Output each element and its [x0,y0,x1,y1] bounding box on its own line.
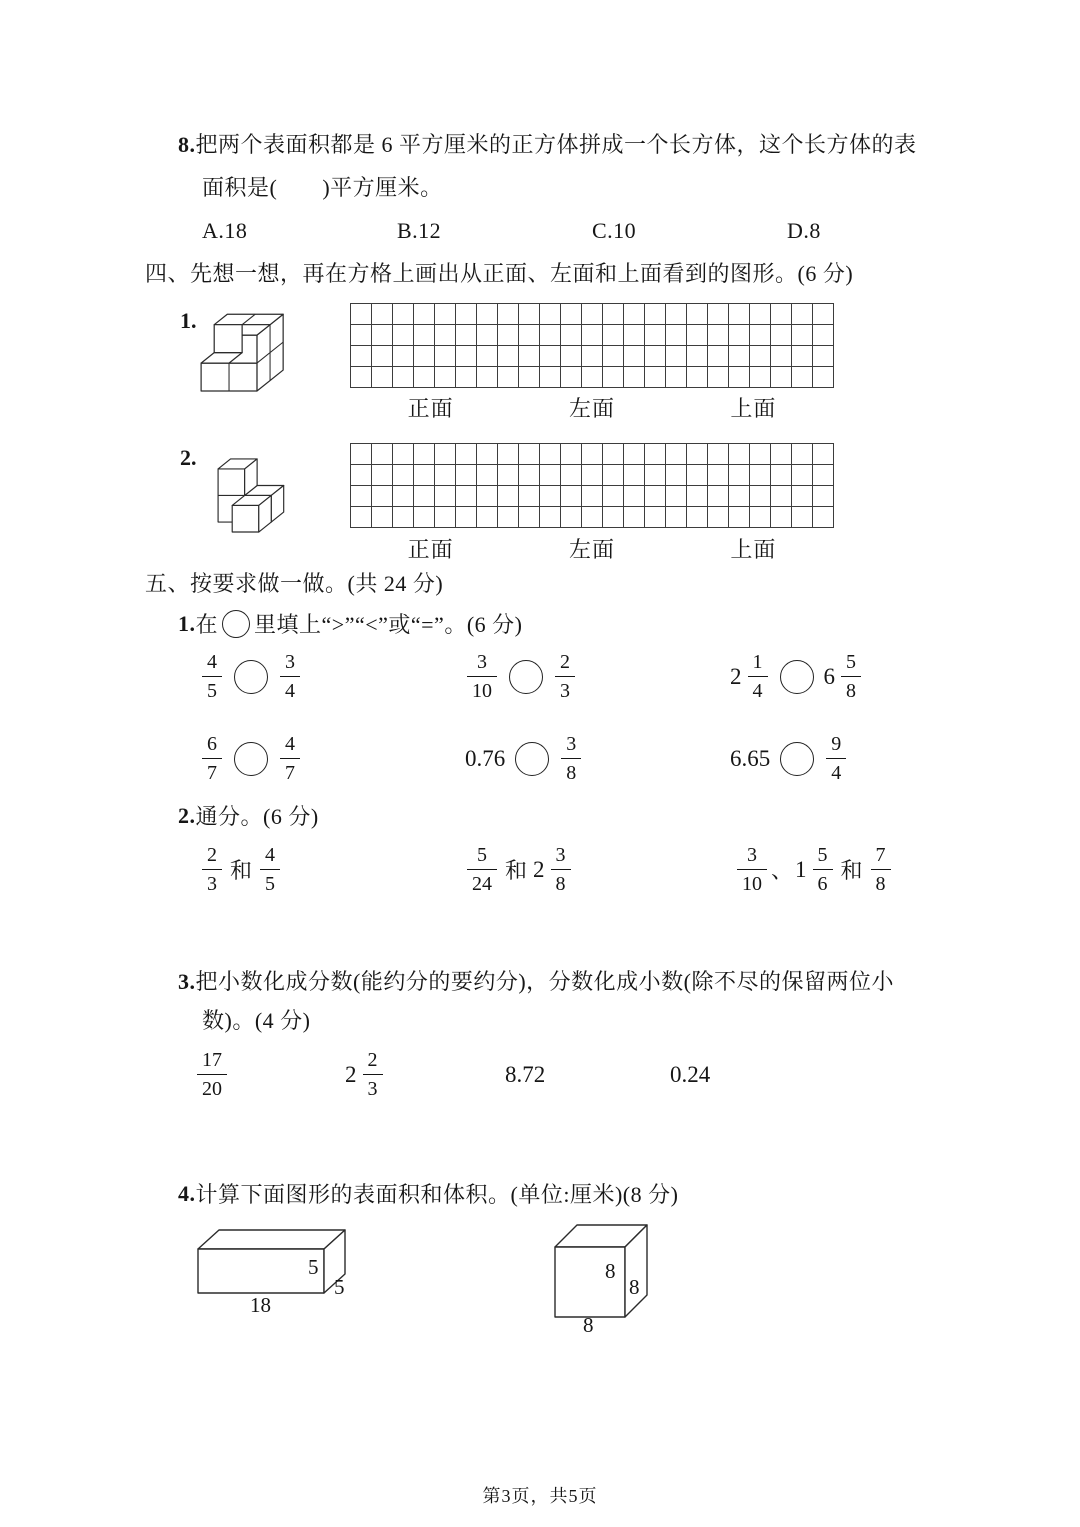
answer-circle[interactable] [780,742,814,776]
q8-line2: 面积是( )平方厘米。 [202,174,443,200]
cube-figure [545,1205,675,1335]
fraction: $\frac{9}{4}$ [826,734,846,783]
solid-number: 4. [178,1180,196,1206]
item-2-number: 2. [180,445,197,470]
view-question-1 [180,300,870,432]
label-top-view: 上面 [730,537,777,562]
fraction: $\frac{6}{7}$ [202,734,222,783]
answer-circle[interactable] [515,742,549,776]
grid-2-labels [350,533,834,564]
q8-options [178,210,1008,253]
decimal-number: 0.76 [465,745,506,771]
label-top-view: 上面 [730,396,777,421]
convert-line1-text: 把小数化成分数(能约分的要约分)，分数化成小数(除不尽的保留两位小 [195,969,894,994]
compare-item [200,652,465,701]
fraction: $\frac{2}{3}$ [363,1050,383,1099]
cube-drawing [545,1205,653,1323]
compare-item [465,734,730,783]
decimal-number: 0.24 [670,1061,711,1087]
convert-item [345,1050,505,1099]
label-left-view: 左面 [568,396,615,421]
cube-stack-figure-2 [192,439,294,537]
fraction: $\frac{3}{10}$ [737,845,767,894]
convert-line1 [178,963,1008,1002]
fraction: $\frac{7}{8}$ [871,845,891,894]
fraction: $\frac{1}{4}$ [748,652,768,701]
tongfen-question-label [178,800,319,831]
cuboid-depth-label: 5 [334,1275,345,1299]
option-d[interactable]: D.8 [787,217,821,243]
fraction: $\frac{4}{5}$ [202,652,222,701]
fraction: $\frac{3}{8}$ [561,734,581,783]
cube-edge-label-2: 8 [629,1275,640,1299]
fraction: $\frac{2}{3}$ [202,845,222,894]
fraction: $\frac{17}{20}$ [197,1050,227,1099]
fraction: $\frac{3}{10}$ [467,652,497,701]
cube-stack-figure-1 [194,302,292,398]
cuboid-length-label: 18 [250,1293,271,1317]
convert-question [178,963,1008,1040]
fraction: $\frac{5}{24}$ [467,845,497,894]
question-8 [178,124,1008,253]
compare-number: 1. [178,610,196,636]
tongfen-number: 2. [178,802,196,828]
cube-edge-label-1: 8 [605,1259,616,1283]
compare-item [730,652,863,701]
decimal-number: 6.65 [730,745,771,771]
q8-line1 [178,124,1008,167]
q8-number: 8. [178,132,196,157]
compare-pre: 在 [195,612,219,637]
compare-item [200,734,465,783]
fraction: $\frac{5}{8}$ [841,652,861,701]
cuboid-drawing [192,1215,352,1305]
answer-circle[interactable] [509,660,543,694]
fraction: $\frac{3}{8}$ [551,845,571,894]
whole-number: 2 [533,856,545,882]
label-front-view: 正面 [407,396,454,421]
option-b[interactable]: B.12 [397,217,442,243]
tongfen-item [735,845,893,894]
whole-number: 2 [345,1061,357,1087]
grid-1-labels [350,392,834,423]
compare-row-2 [200,734,848,783]
fraction: $\frac{3}{4}$ [280,652,300,701]
solid-text: 计算下面图形的表面积和体积。(单位:厘米)(8 分) [195,1182,679,1207]
tongfen-text: 通分。(6 分) [195,804,319,829]
compare-row-1 [200,652,863,701]
convert-number: 3. [178,969,196,994]
cube-edge-label-3: 8 [583,1313,594,1337]
fraction: $\frac{2}{3}$ [555,652,575,701]
option-a[interactable]: A.18 [202,217,248,243]
view-question-2 [180,437,870,569]
separator-text: 、 [771,858,794,883]
cuboid-height-label: 5 [308,1255,319,1279]
convert-item [195,1050,345,1099]
fraction: $\frac{4}{7}$ [280,734,300,783]
label-left-view: 左面 [568,537,615,562]
and-text: 和 [505,858,528,883]
drawing-grid-2[interactable] [350,443,834,528]
convert-row [195,1050,710,1099]
fraction: $\frac{4}{5}$ [260,845,280,894]
label-front-view: 正面 [407,537,454,562]
tongfen-item [465,845,735,894]
answer-circle-icon [222,610,250,638]
section-4-heading: 四、先想一想，再在方格上画出从正面、左面和上面看到的图形。(6 分) [145,261,854,286]
compare-question-label [178,608,522,639]
answer-circle[interactable] [234,742,268,776]
convert-item [505,1062,670,1088]
option-c[interactable]: C.10 [592,217,637,243]
compare-item [465,652,730,701]
tongfen-row [200,845,893,894]
page-footer: 第3页，共5页 [482,1486,598,1506]
whole-number: 2 [730,663,742,689]
section-5-heading: 五、按要求做一做。(共 24 分) [145,571,444,596]
convert-line2: 数)。(4 分) [202,1007,311,1033]
answer-circle[interactable] [234,660,268,694]
drawing-grid-1[interactable] [350,303,834,388]
fraction: $\frac{5}{6}$ [813,845,833,894]
and-text: 和 [230,858,253,883]
whole-number: 1 [795,856,807,882]
q8-line1-text: 把两个表面积都是 6 平方厘米的正方体拼成一个长方体，这个长方体的表 [195,132,917,157]
tongfen-item [200,845,465,894]
cuboid-figure [192,1215,412,1330]
decimal-number: 8.72 [505,1061,546,1087]
convert-item [670,1062,710,1088]
compare-post: 里填上“>”“<”或“=”。(6 分) [254,612,523,637]
and-text: 和 [840,858,863,883]
compare-item [730,734,848,783]
item-1-number: 1. [180,308,197,333]
whole-number: 6 [823,663,835,689]
answer-circle[interactable] [780,660,814,694]
